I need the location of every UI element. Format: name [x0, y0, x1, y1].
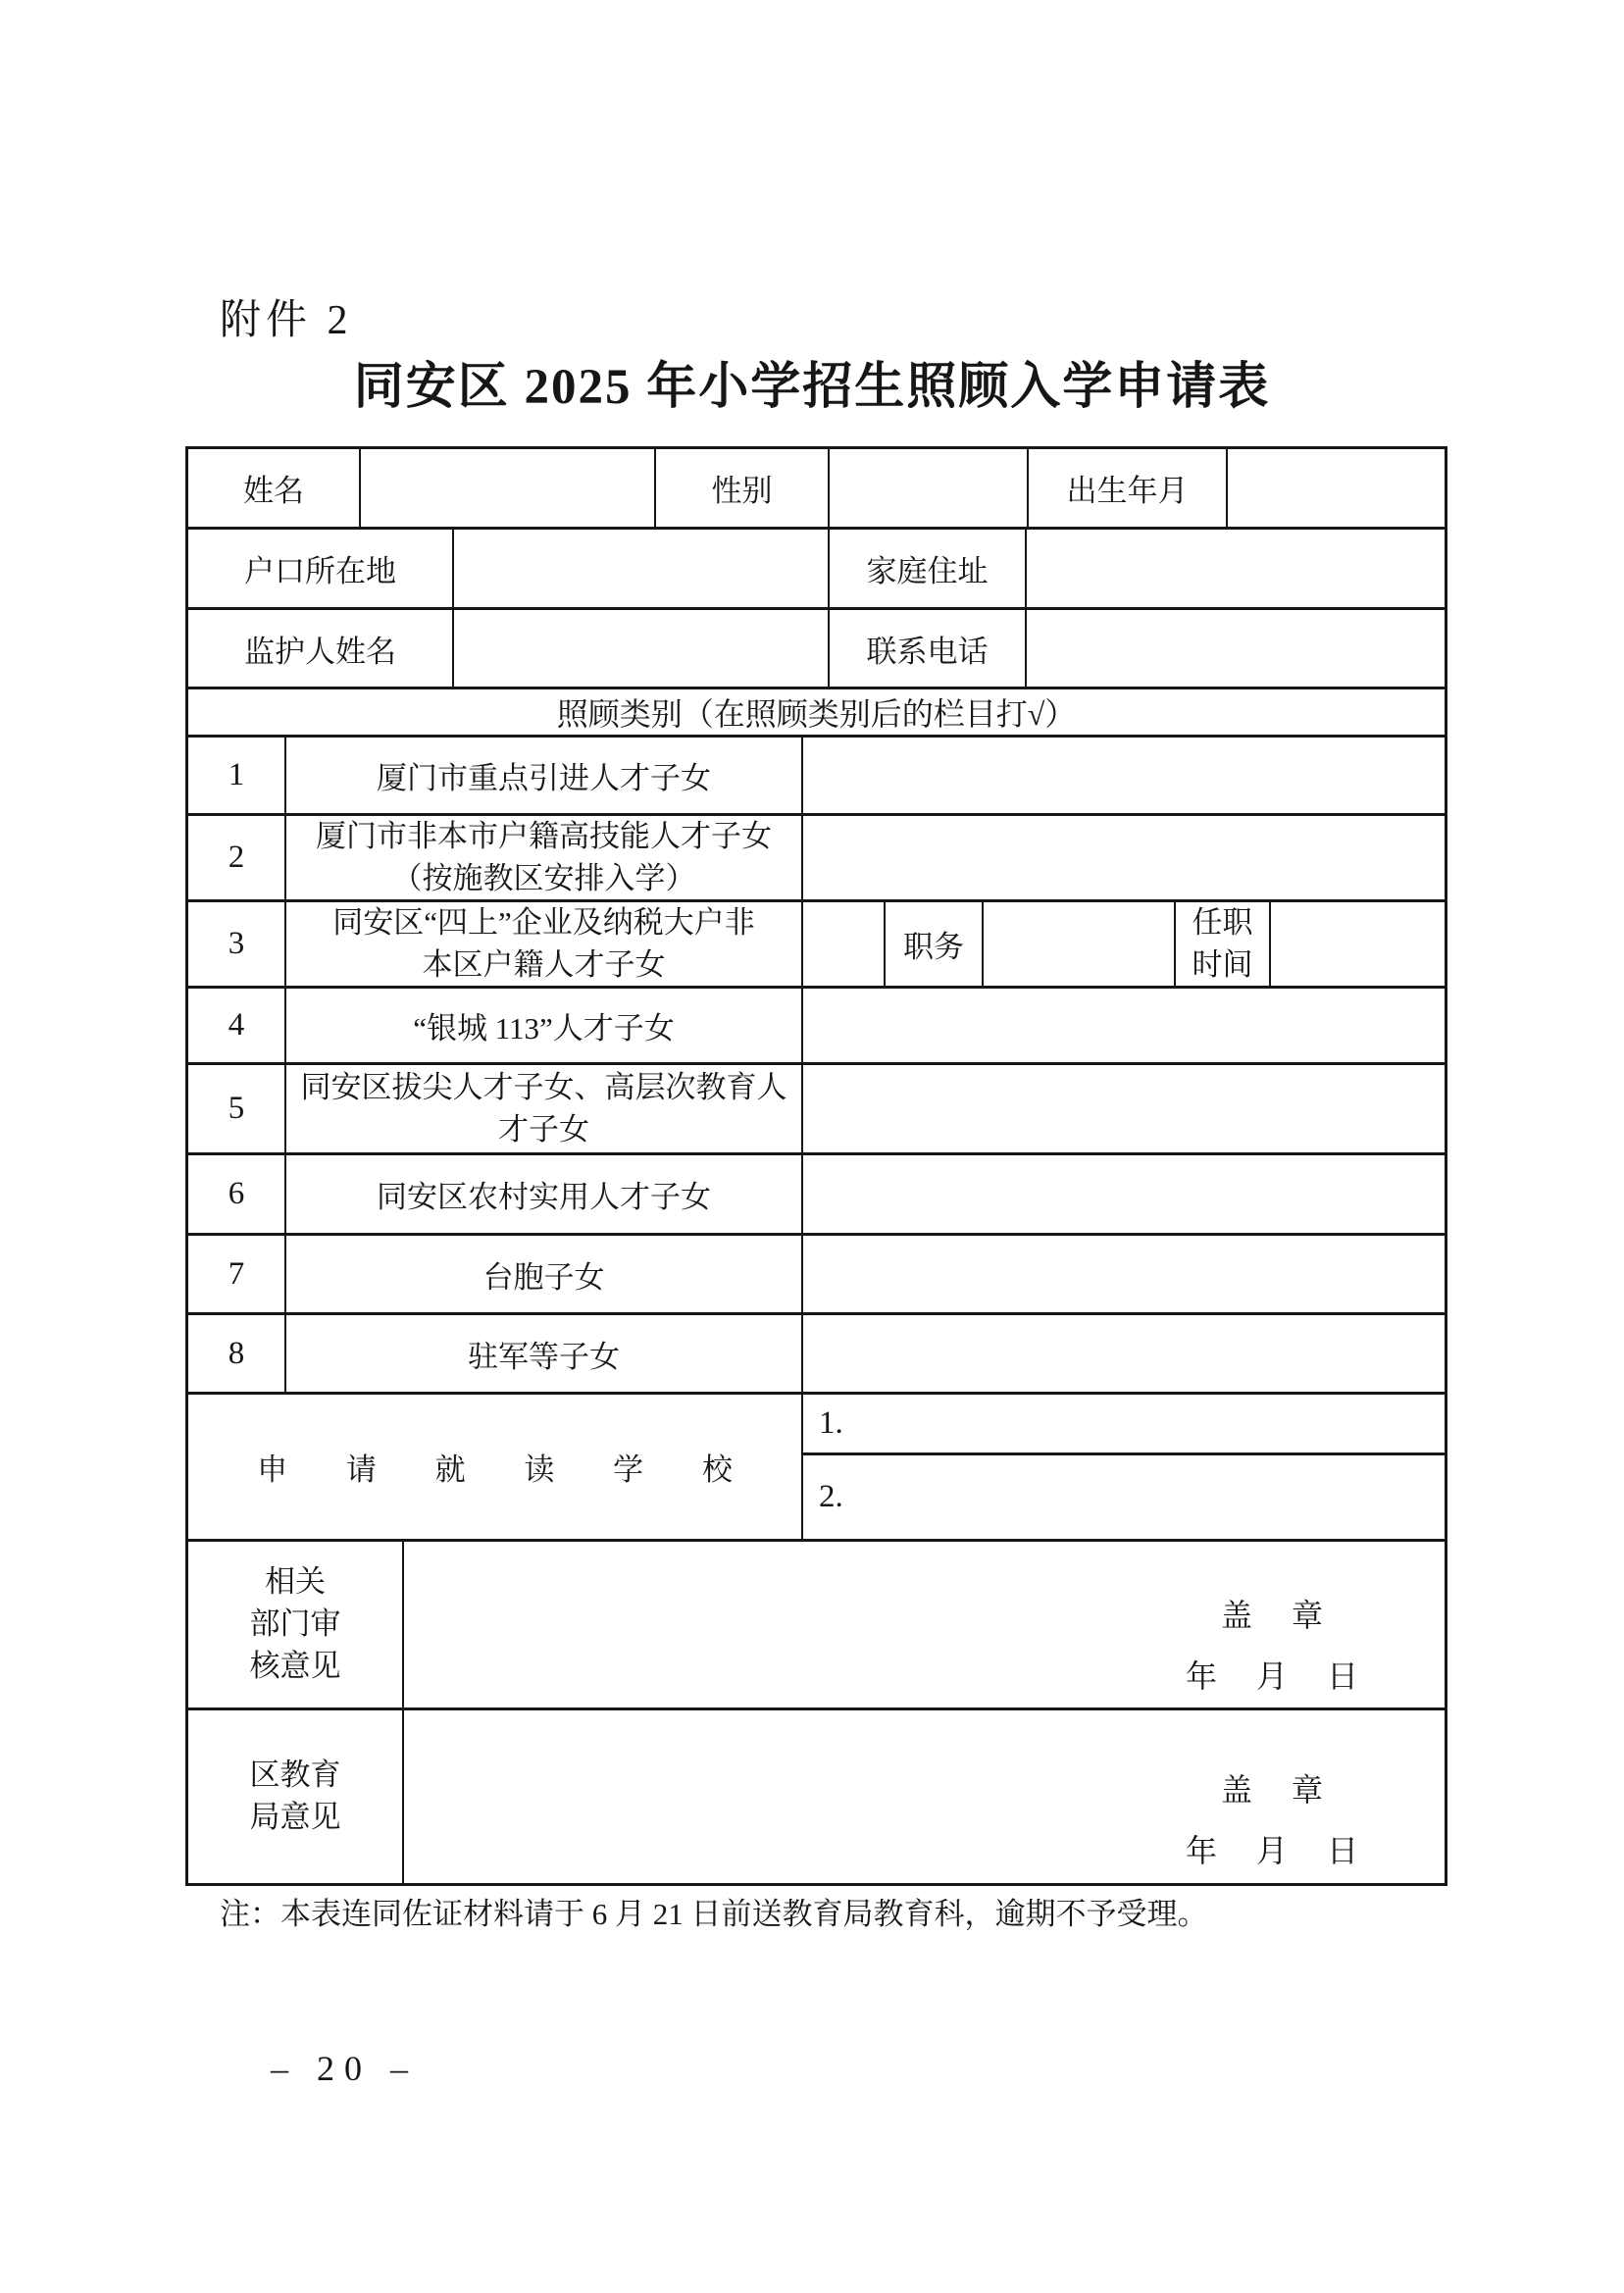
row-hukou-address	[188, 530, 1445, 610]
department-review-label-line: 相关	[265, 1564, 326, 1600]
category-number: 3	[188, 902, 286, 986]
category-text	[286, 902, 803, 986]
category-text-line: 才子女	[498, 1111, 589, 1146]
tenure-label	[1176, 902, 1271, 986]
category-number: 8	[188, 1315, 286, 1392]
department-review-label-line: 部门审	[249, 1606, 341, 1642]
category-text: 台胞子女	[286, 1236, 803, 1312]
school-choice-list	[803, 1395, 1445, 1539]
seal-here-label: 盖 章	[1220, 1772, 1339, 1808]
category-row-8	[188, 1315, 1445, 1395]
department-review-content-cell	[404, 1542, 1445, 1707]
category-number: 2	[188, 816, 286, 899]
home-address-label: 家庭住址	[830, 530, 1027, 607]
category-number: 4	[188, 989, 286, 1062]
category-check-cell	[803, 1315, 1445, 1392]
department-review-label-line: 核意见	[249, 1648, 341, 1683]
category-text: 驻军等子女	[286, 1315, 803, 1392]
category-check-cell	[803, 989, 1445, 1062]
name-value-cell	[361, 449, 656, 527]
job-title-label: 职务	[886, 902, 984, 986]
category-section-header: 照顾类别（在照顾类别后的栏目打√）	[556, 696, 1077, 732]
category-number: 1	[188, 738, 286, 813]
phone-label: 联系电话	[830, 610, 1027, 687]
bureau-seal-block	[1186, 1765, 1358, 1871]
school-choice-1-number: 1.	[819, 1405, 843, 1441]
category-row-1	[188, 738, 1445, 816]
category-text: 厦门市重点引进人才子女	[286, 738, 803, 813]
category-number: 7	[188, 1236, 286, 1312]
attachment-label: 附件 2	[220, 298, 353, 343]
category-row-2	[188, 816, 1445, 902]
category-row-3	[188, 902, 1445, 989]
date-blank-label: 年 月 日	[1185, 1657, 1358, 1694]
phone-value-cell	[1027, 610, 1445, 687]
category-text: 同安区农村实用人才子女	[286, 1155, 803, 1233]
category-number: 5	[188, 1065, 286, 1152]
hukou-value-cell	[454, 530, 830, 607]
bureau-review-label	[188, 1710, 404, 1883]
page-number: – 20 –	[271, 2049, 418, 2088]
category-check-cell	[803, 1065, 1445, 1152]
bureau-review-label-line: 区教育	[249, 1758, 341, 1793]
category-text	[286, 816, 803, 899]
birth-date-label: 出生年月	[1029, 449, 1228, 527]
school-choice-1-cell	[803, 1395, 1445, 1455]
row-department-review	[188, 1542, 1445, 1710]
department-review-label	[188, 1542, 404, 1707]
category-text-line: 同安区拔尖人才子女、高层次教育人	[300, 1069, 787, 1104]
category-row-4	[188, 989, 1445, 1065]
requested-school-label: 申 请 就 读 学 校	[188, 1395, 803, 1539]
category-check-cell	[803, 816, 1445, 899]
category-text-line: 同安区“四上”企业及纳税大户非	[332, 904, 755, 940]
gender-value-cell	[830, 449, 1029, 527]
row-bureau-review	[188, 1710, 1445, 1883]
name-label: 姓名	[188, 449, 361, 527]
row-guardian-phone	[188, 610, 1445, 689]
guardian-name-value-cell	[454, 610, 830, 687]
hukou-label: 户口所在地	[188, 530, 454, 607]
home-address-value-cell	[1027, 530, 1445, 607]
tenure-label-line: 时间	[1192, 946, 1253, 982]
department-seal-block	[1186, 1591, 1358, 1697]
category-text	[286, 1065, 803, 1152]
date-blank-label: 年 月 日	[1185, 1833, 1358, 1868]
category-text: “银城 113”人才子女	[286, 989, 803, 1062]
bureau-review-label-line: 局意见	[249, 1800, 341, 1834]
category-check-cell	[803, 1155, 1445, 1233]
category-text-line: 厦门市非本市户籍高技能人才子女	[316, 818, 772, 853]
category-text-line: （按施教区安排入学）	[391, 860, 696, 895]
school-choice-2-number: 2.	[819, 1479, 843, 1514]
category-number: 6	[188, 1155, 286, 1233]
tenure-value-cell	[1271, 902, 1445, 986]
birth-date-value-cell	[1228, 449, 1445, 527]
row-requested-schools	[188, 1395, 1445, 1542]
footnote: 注：本表连同佐证材料请于 6 月 21 日前送教育局教育科，逾期不予受理。	[220, 1897, 1208, 1931]
seal-here-label: 盖 章	[1220, 1597, 1339, 1633]
application-form-table	[185, 446, 1447, 1886]
category-check-cell	[803, 902, 886, 986]
tenure-label-line: 任职	[1192, 904, 1253, 940]
row-name-gender-birth	[188, 449, 1445, 530]
gender-label: 性别	[656, 449, 830, 527]
category-text-line: 本区户籍人才子女	[422, 946, 666, 982]
guardian-name-label: 监护人姓名	[188, 610, 454, 687]
category-row-5	[188, 1065, 1445, 1155]
row-category-header	[188, 689, 1445, 738]
school-choice-2-cell	[803, 1455, 1445, 1539]
bureau-review-content-cell	[404, 1710, 1445, 1883]
category-check-cell	[803, 1236, 1445, 1312]
category-row-6	[188, 1155, 1445, 1236]
page-title: 同安区 2025 年小学招生照顾入学申请表	[353, 360, 1271, 415]
category-check-cell	[803, 738, 1445, 813]
category-row-7	[188, 1236, 1445, 1315]
job-title-value-cell	[984, 902, 1176, 986]
